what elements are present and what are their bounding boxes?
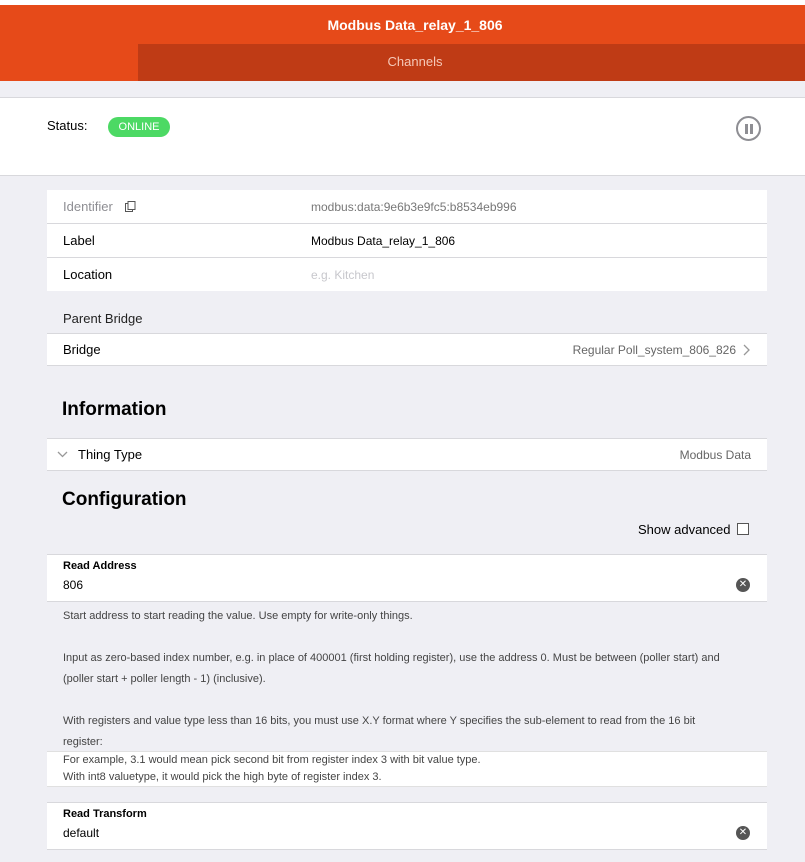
read-address-description: register: — [63, 736, 103, 748]
configuration-heading: Configuration — [62, 489, 187, 510]
thing-type-row[interactable] — [47, 438, 767, 471]
thing-type-label: Thing Type — [78, 447, 143, 462]
identifier-value: modbus:data:9e6b3e9fc5:b8534eb996 — [311, 200, 517, 214]
read-address-input[interactable]: 806 — [63, 578, 84, 592]
status-label: Status: — [47, 118, 88, 133]
location-label: Location — [63, 267, 113, 282]
read-address-description: With registers and value type less than 16 bits, you must use X.Y format where Y specifies the sub-element to read from the 16 bit — [63, 715, 696, 727]
show-advanced-checkbox[interactable] — [737, 523, 749, 535]
app-header — [0, 5, 805, 81]
show-advanced-label[interactable]: Show advanced — [638, 522, 731, 537]
page-title: Modbus Data_relay_1_806 — [327, 17, 503, 33]
label-label: Label — [63, 233, 95, 248]
read-address-description: (poller start + poller length - 1) (inclusive). — [63, 673, 266, 685]
example-box — [47, 751, 767, 787]
read-transform-field — [47, 802, 767, 850]
identifier-label: Identifier — [63, 199, 113, 214]
copy-icon[interactable] — [125, 201, 136, 213]
identifier-row — [47, 190, 767, 224]
chevron-down-icon — [57, 451, 68, 458]
read-address-description: Start address to start reading the value. Use empty for write-only things. — [63, 610, 413, 622]
label-row — [47, 224, 767, 258]
tab-bar — [138, 44, 805, 81]
read-address-field — [47, 554, 767, 602]
clear-icon[interactable]: ✕ — [736, 578, 750, 592]
tab-channels[interactable]: Channels — [387, 54, 443, 69]
chevron-right-icon — [743, 344, 751, 356]
parent-bridge-heading: Parent Bridge — [63, 311, 143, 326]
bridge-row[interactable] — [47, 333, 767, 366]
location-input[interactable]: e.g. Kitchen — [311, 268, 375, 282]
example-line: For example, 3.1 would mean pick second bit from register index 3 with bit value type. — [63, 754, 481, 766]
bridge-value: Regular Poll_system_806_826 — [572, 343, 736, 357]
location-row — [47, 258, 767, 291]
status-card — [0, 97, 805, 176]
label-input[interactable]: Modbus Data_relay_1_806 — [311, 234, 456, 248]
bridge-label: Bridge — [63, 342, 101, 357]
read-address-label: Read Address — [63, 560, 137, 572]
status-badge: ONLINE — [108, 117, 170, 137]
thing-type-value: Modbus Data — [679, 448, 751, 462]
read-address-description: Input as zero-based index number, e.g. in place of 400001 (first holding register), use the address 0. Must be between (poller start) and — [63, 652, 720, 664]
clear-icon[interactable]: ✕ — [736, 826, 750, 840]
read-transform-label: Read Transform — [63, 808, 147, 820]
thing-details-card — [47, 190, 767, 291]
information-heading: Information — [62, 399, 167, 420]
read-transform-input[interactable]: default — [63, 826, 100, 840]
example-line: With int8 valuetype, it would pick the high byte of register index 3. — [63, 771, 382, 783]
pause-icon[interactable] — [736, 116, 761, 141]
